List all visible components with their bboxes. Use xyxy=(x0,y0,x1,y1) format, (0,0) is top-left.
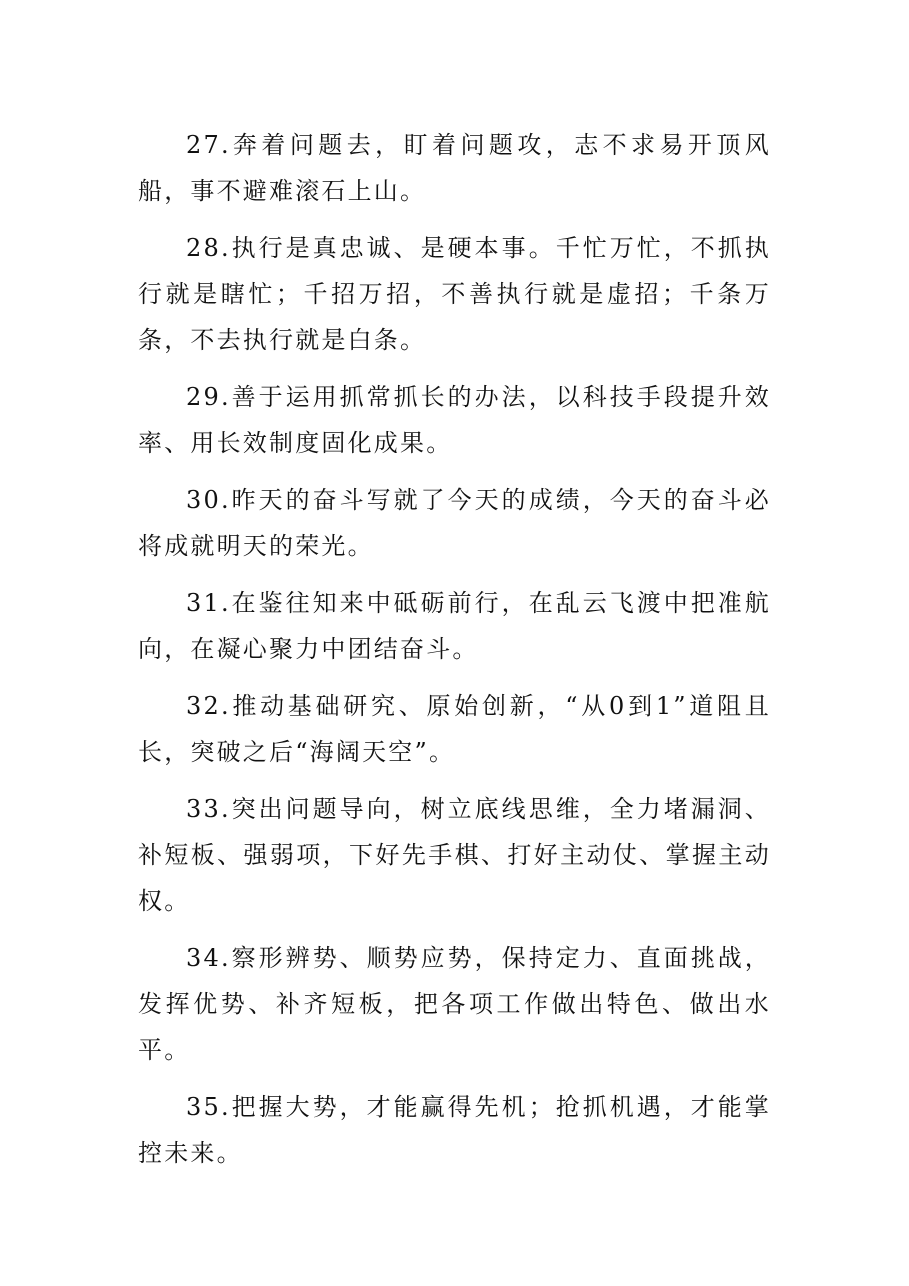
document-body xyxy=(138,122,771,1187)
paragraph-28: 28.执行是真忠诚、是硬本事。千忙万忙，不抓执行就是瞎忙；千招万招，不善执行就是虚招；千条万条，不去执行就是白条。 xyxy=(138,234,771,354)
paragraph-29: 29.善于运用抓常抓长的办法，以科技手段提升效率、用长效制度固化成果。 xyxy=(138,383,771,457)
paragraph-33: 33.突出问题导向，树立底线思维，全力堵漏洞、补短板、强弱项，下好先手棋、打好主动仗、掌握主动权。 xyxy=(138,795,771,915)
paragraph-32: 32.推动基础研究、原始创新，“从0到1”道阻且长，突破之后“海阔天空”。 xyxy=(138,692,771,766)
paragraph-35: 35.把握大势，才能赢得先机；抢抓机遇，才能掌控未来。 xyxy=(138,1093,771,1167)
paragraph-31: 31.在鉴往知来中砥砺前行，在乱云飞渡中把准航向，在凝心聚力中团结奋斗。 xyxy=(138,589,771,663)
paragraph-30: 30.昨天的奋斗写就了今天的成绩，今天的奋斗必将成就明天的荣光。 xyxy=(138,486,771,560)
paragraph-27: 27.奔着问题去，盯着问题攻，志不求易开顶风船，事不避难滚石上山。 xyxy=(138,131,771,205)
paragraph-34: 34.察形辨势、顺势应势，保持定力、直面挑战，发挥优势、补齐短板，把各项工作做出特色、做出水平。 xyxy=(138,944,771,1064)
